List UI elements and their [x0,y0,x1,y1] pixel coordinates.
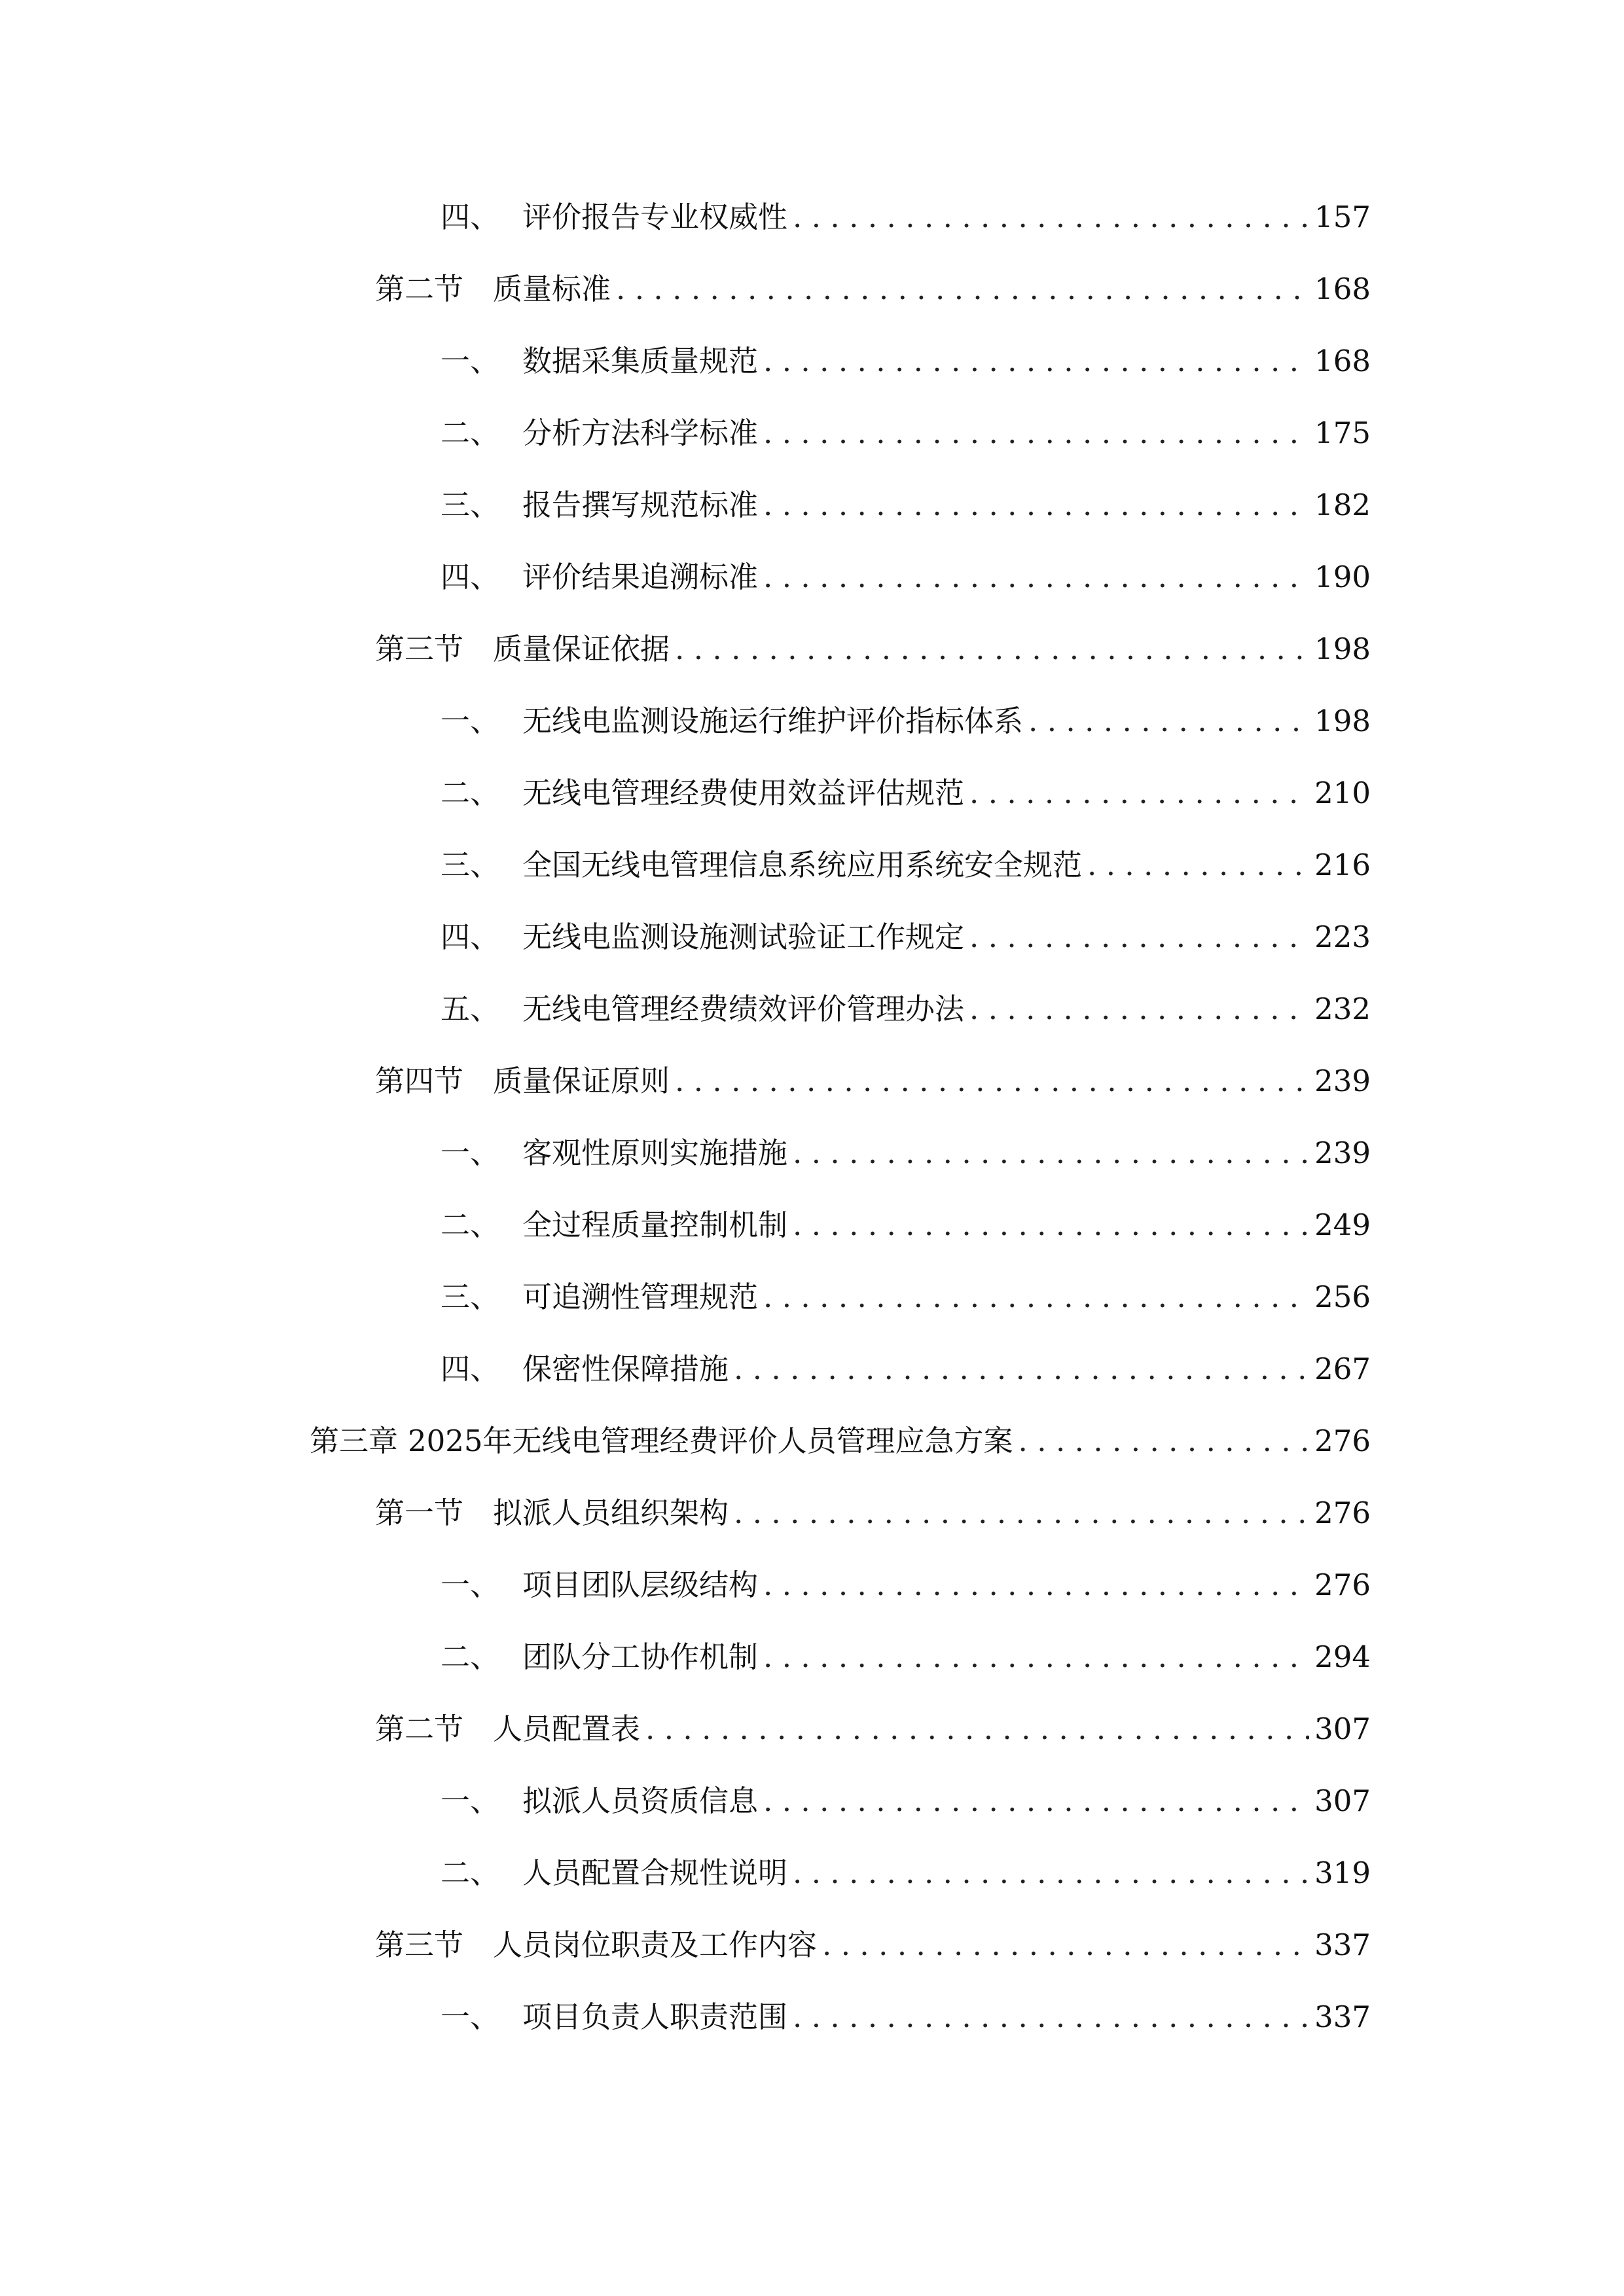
toc-entry[interactable] [441,1202,1371,1248]
toc-dot-leader [675,626,1309,672]
toc-dot-leader [675,1058,1309,1104]
toc-dot-leader [1028,698,1309,744]
toc-entry[interactable] [375,1490,1371,1536]
toc-entry[interactable] [441,986,1371,1032]
toc-entry-title: 保密性保障措施 [522,1352,729,1386]
toc-entry-page: 337 [1314,1928,1371,1962]
toc-entry[interactable] [441,1994,1371,2040]
toc-entry-title: 无线电管理经费绩效评价管理办法 [522,992,965,1026]
toc-entry-page: 307 [1314,1712,1371,1746]
toc-entry-number: 第三节 [375,632,464,666]
toc-entry[interactable] [441,1274,1371,1320]
toc-dot-leader [616,266,1309,312]
toc-dot-leader [734,1346,1309,1392]
toc-entry-page: 337 [1314,2000,1371,2034]
toc-entry[interactable] [441,1778,1371,1824]
toc-entry-number: 一、 [441,1568,500,1602]
toc-entry-title: 人员配置合规性说明 [522,1856,788,1890]
toc-dot-leader [793,1130,1309,1176]
toc-entry-number: 第三章 [310,1424,399,1458]
toc-entry[interactable] [375,266,1371,312]
toc-dot-leader [969,986,1309,1032]
toc-dot-leader [969,914,1309,960]
toc-dot-leader [1087,842,1309,888]
toc-entry-page: 198 [1314,632,1371,666]
toc-entry-page: 190 [1314,560,1371,594]
toc-entry-title: 无线电管理经费使用效益评估规范 [522,776,965,810]
toc-entry[interactable] [441,1562,1371,1608]
toc-entry-title: 团队分工协作机制 [522,1640,759,1674]
toc-entry[interactable] [441,482,1371,528]
toc-entry-page: 319 [1314,1856,1371,1890]
toc-entry-title: 数据采集质量规范 [522,344,759,378]
toc-entry-number: 第四节 [375,1064,464,1098]
toc-entry-title: 评价报告专业权威性 [522,200,788,234]
toc-entry-title: 项目团队层级结构 [522,1568,759,1602]
toc-entry[interactable] [441,1634,1371,1680]
toc-entry-title: 评价结果追溯标准 [522,560,759,594]
toc-entry[interactable] [441,338,1371,384]
toc-dot-leader [793,1850,1309,1896]
toc-entry-title: 无线电监测设施测试验证工作规定 [522,920,965,954]
toc-entry-title: 质量保证依据 [493,632,670,666]
toc-dot-leader [734,1490,1309,1536]
toc-entry-number: 二、 [441,1208,500,1242]
toc-entry-title: 分析方法科学标准 [522,416,759,450]
toc-dot-leader [822,1922,1309,1968]
toc-entry[interactable] [375,626,1371,672]
toc-entry-number: 第二节 [375,1712,464,1746]
toc-dot-leader [645,1706,1309,1752]
toc-entry-number: 五、 [441,992,500,1026]
toc-entry-title: 无线电监测设施运行维护评价指标体系 [522,704,1024,738]
toc-dot-leader [793,1994,1309,2040]
toc-entry-number: 四、 [441,920,500,954]
toc-entry-title: 人员岗位职责及工作内容 [493,1928,818,1962]
toc-entry[interactable] [441,1850,1371,1896]
toc-entry-title: 质量标准 [493,272,611,306]
toc-dot-leader [969,770,1309,816]
toc-entry[interactable] [441,410,1371,456]
toc-dot-leader [793,1202,1309,1248]
toc-dot-leader [763,1634,1309,1680]
toc-dot-leader [793,194,1309,240]
toc-entry[interactable] [441,554,1371,600]
toc-entry-page: 239 [1314,1136,1371,1170]
toc-entry-page: 232 [1314,992,1371,1026]
toc-entry-page: 276 [1314,1424,1371,1458]
toc-entry[interactable] [441,194,1371,240]
toc-entry[interactable] [375,1058,1371,1104]
toc-entry-number: 四、 [441,560,500,594]
toc-entry-page: 175 [1314,416,1371,450]
toc-dot-leader [763,410,1309,456]
toc-dot-leader [763,1562,1309,1608]
toc-entry-page: 276 [1314,1568,1371,1602]
toc-entry-title: 报告撰写规范标准 [522,488,759,522]
toc-entry[interactable] [441,1346,1371,1392]
toc-dot-leader [1019,1418,1310,1464]
toc-entry-title: 拟派人员资质信息 [522,1784,759,1818]
toc-entry-title: 全国无线电管理信息系统应用系统安全规范 [522,848,1083,882]
toc-entry-title: 全过程质量控制机制 [522,1208,788,1242]
toc-entry-number: 第二节 [375,272,464,306]
toc-entry-page: 210 [1314,776,1371,810]
toc-entry-number: 二、 [441,776,500,810]
toc-entry[interactable] [441,698,1371,744]
toc-entry-number: 四、 [441,1352,500,1386]
toc-dot-leader [763,1274,1309,1320]
toc-entry-page: 182 [1314,488,1371,522]
toc-entry-number: 二、 [441,1856,500,1890]
toc-entry-number: 第三节 [375,1928,464,1962]
toc-entry-page: 157 [1314,200,1371,234]
toc-entry-title: 拟派人员组织架构 [493,1496,729,1530]
toc-entry-number: 一、 [441,1136,500,1170]
toc-entry-number: 一、 [441,704,500,738]
toc-entry-number: 三、 [441,488,500,522]
toc-entry-page: 198 [1314,704,1371,738]
toc-entry[interactable] [441,770,1371,816]
toc-entry-number: 一、 [441,1784,500,1818]
toc-entry-number: 第一节 [375,1496,464,1530]
toc-entry[interactable] [441,914,1371,960]
toc-dot-leader [763,338,1309,384]
toc-entry-number: 三、 [441,1280,500,1314]
toc-entry-number: 一、 [441,344,500,378]
toc-entry[interactable] [375,1922,1371,1968]
toc-entry-number: 四、 [441,200,500,234]
toc-entry-title: 人员配置表 [493,1712,641,1746]
toc-entry-page: 223 [1314,920,1371,954]
toc-entry-number: 三、 [441,848,500,882]
toc-entry-number: 一、 [441,2000,500,2034]
toc-entry-title: 项目负责人职责范围 [522,2000,788,2034]
toc-entry-page: 307 [1314,1784,1371,1818]
toc-entry[interactable] [375,1706,1371,1752]
toc-entry-title: 质量保证原则 [493,1064,670,1098]
toc-entry-page: 168 [1314,272,1371,306]
toc-entry-title: 2025年无线电管理经费评价人员管理应急方案 [408,1424,1013,1458]
toc-entry[interactable] [310,1418,1371,1464]
toc-entry-title: 可追溯性管理规范 [522,1280,759,1314]
toc-entry[interactable] [441,842,1371,888]
toc-entry-page: 249 [1314,1208,1371,1242]
toc-dot-leader [763,482,1309,528]
toc-entry-page: 256 [1314,1280,1371,1314]
toc-entry[interactable] [441,1130,1371,1176]
toc-dot-leader [763,554,1309,600]
toc-entry-page: 276 [1314,1496,1371,1530]
toc-entry-page: 216 [1314,848,1371,882]
toc-entry-page: 239 [1314,1064,1371,1098]
toc-dot-leader [763,1778,1309,1824]
toc-entry-page: 294 [1314,1640,1371,1674]
toc-entry-number: 二、 [441,1640,500,1674]
toc-entry-number: 二、 [441,416,500,450]
toc-entry-page: 267 [1314,1352,1371,1386]
toc-entry-page: 168 [1314,344,1371,378]
toc-entry-title: 客观性原则实施措施 [522,1136,788,1170]
